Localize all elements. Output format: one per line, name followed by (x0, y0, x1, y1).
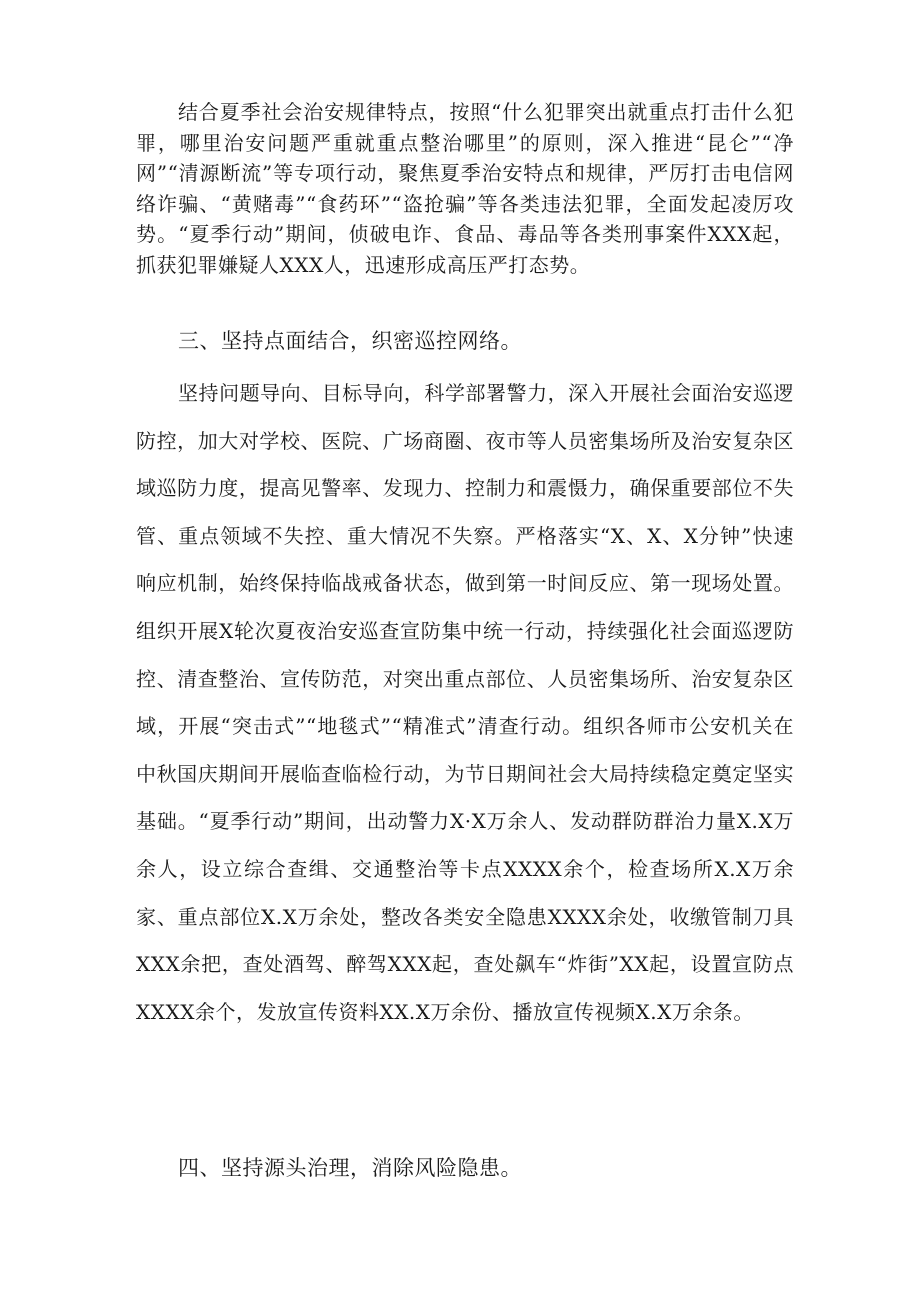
paragraph-summer-crackdown: 结合夏季社会治安规律特点，按照“什么犯罪突出就重点打击什么犯罪，哪里治安问题严重就重点整治哪里”的原则，深入推进“昆仑”“净网”“清源断流”等专项行动，聚焦夏季治安特点和规律，严厉打击电信网络诈骗、“黄赌毒”“食药环”“盗抢骗”等各类违法犯罪，全面发起凌厉攻势。“夏季行动”期间，侦破电诈、食品、毒品等各类刑事案件XXX起，抓获犯罪嫌疑人XXX人，迅速形成高压严打态势。 (136, 100, 794, 277)
paragraph-patrol-network: 坚持问题导向、目标导向，科学部署警力，深入开展社会面治安巡逻防控，加大对学校、医院、广场商圈、夜市等人员密集场所及治安复杂区域巡防力度，提高见警率、发现力、控制力和震慑力，确保重要部位不失管、重点领域不失控、重大情况不失察。严格落实“X、X、X分钟”快速响应机制，始终保持临战戒备状态，做到第一时间反应、第一现场处置。组织开展X轮次夏夜治安巡查宣防集中统一行动，持续强化社会面巡逻防控、清查整治、宣传防范，对突出重点部位、人员密集场所、治安复杂区域，开展“突击式”“地毯式”“精准式”清查行动。组织各师市公安机关在中秋国庆期间开展临查临检行动，为节日期间社会大局持续稳定奠定坚实基础。“夏季行动”期间，出动警力X·X万余人、发动群防群治力量X.X万余人，设立综合查缉、交通整治等卡点XXXX余个，检查场所X.X万余家、重点部位X.X万余处，整改各类安全隐患XXXX余处，收缴管制刀具XXX余把，查处酒驾、醉驾XXX起，查处飙车“炸街”XX起，设置宣防点XXXX余个，发放宣传资料XX.X万余份、播放宣传视频X.X万余条。 (136, 381, 794, 1024)
section-heading-three: 三、坚持点面结合，织密巡控网络。 (178, 329, 522, 353)
section-heading-four: 四、坚持源头治理，消除风险隐患。 (178, 1156, 522, 1180)
